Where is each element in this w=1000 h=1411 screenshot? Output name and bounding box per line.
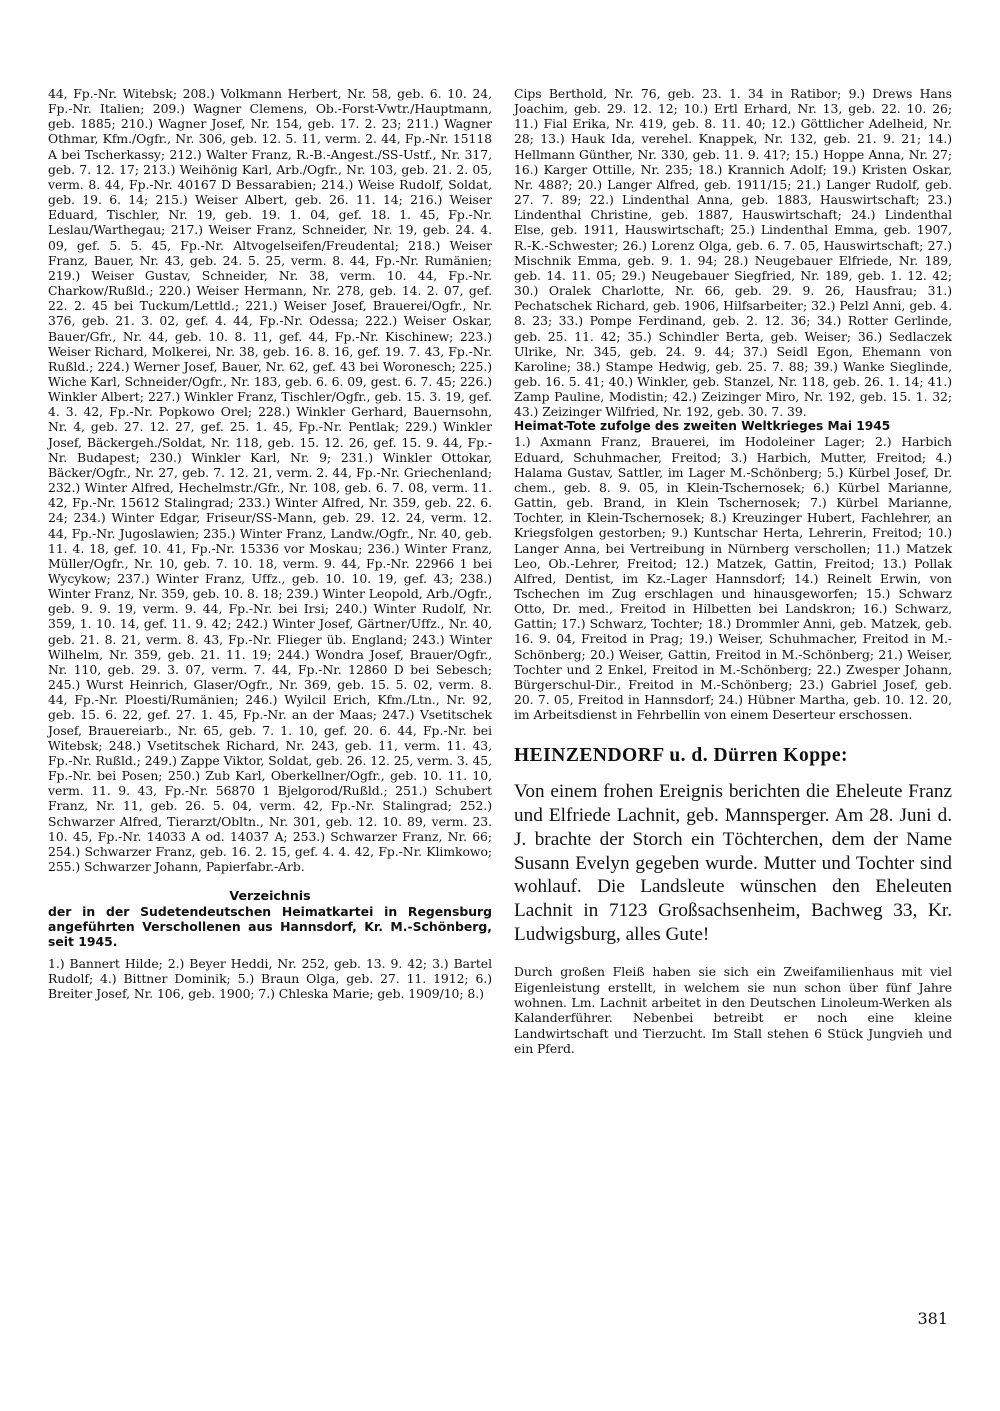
missing-persons-list: 44, Fp.-Nr. Witebsk; 208.) Volkmann Herbert, Nr. 58, geb. 6. 10. 24, Fp.-Nr. Italien; 209.) Wagner Clemens, Ob.-Forst-Vwtr./Hauptmann, geb. 1885; 210.) Wagner Josef, Nr. 154, geb. 17. 2. 23; 211.) Wagner Othmar, Kfm./Ogfr., Nr. 306, geb. 12. 5. 11, verm. 2. 44, Fp.-Nr. 15118 A bei Tscherkassy; 212.) Walter Franz, R.-B.-Angest./SS-Ustf., Nr. 317, geb. 7. 12. 17; 213.) Weihönig Karl, Arb./Ogfr., Nr. 103, geb. 21. 2. 05, verm. 8. 44, Fp.-Nr. 40167 D Bessarabien; 214.) Weise Rudolf, Soldat, geb. 19. 6. 14; 215.) Weiser Albert, geb. 26. 11. 14; 216.) Weiser Eduard, Tischler, Nr. 19, geb. 19. 1. 04, gef. 18. 1. 45, Fp.-Nr. Leslau/Warthegau; 217.) Weiser Franz, Schneider, Nr. 19, geb. 24. 4. 09, gef. 5. 5. 45, Fp.-Nr. Altvogelseifen/Freudental; 218.) Weiser Franz, Bauer, Nr. 43, geb. 24. 5. 25, verm. 8. 44, Fp.-Nr. Rumänien; 219.) Weiser Gustav, Schneider, Nr. 38, verm. 10. 44, Fp.-Nr. Charkow/Rußld.; 220.) Weiser Hermann, Nr. 278, geb. 14. 2. 07, gef. 22. 2. 45 bei Tuckum/Lettld.; 221.) Weiser Josef, Brauerei/Ogfr., Nr. 376, geb. 21. 3. 02, gef. 4. 44, Fp.-Nr. Odessa; 222.) Weiser Oskar, Bauer/Gfr., Nr. 44, geb. 10. 8. 11, gef. 44, Fp.-Nr. Kischinew; 223.) Weiser Richard, Molkerei, Nr. 38, geb. 16. 8. 16, gef. 19. 7. 43, Fp.-Nr. Rußld.; 224.) Werner Josef, Bauer, Nr. 62, gef. 43 bei Woronesch; 225.) Wiche Karl, Schneider/Ogfr., Nr. 183, geb. 6. 6. 09, gest. 6. 7. 45; 226.) Winkler Albert; 227.) Winkler Franz, Tischler/Ogfr., geb. 15. 3. 19, gef. 4. 3. 42, Fp.-Nr. Popkowo Orel; 228.) Winkler Gerhard, Bauernsohn, Nr. 4, geb. 27. 12. 27, gef. 25. 1. 45, Fp.-Nr. Pentlak; 229.) Winkler Josef, Bäckergeh./Soldat, Nr. 118, geb. 15. 12. 26, gef. 15. 9. 44, Fp.-Nr. Budapest; 230.) Winkler Karl, Nr. 9; 231.) Winkler Ottokar, Bäcker/Ogfr., Nr. 27, geb. 7. 12. 21, verm. 2. 44, Fp.-Nr. Griechenland; 232.) Winter Alfred, Hechelmstr./Gfr., Nr. 108, geb. 6. 7. 08, verm. 11. 42, Fp.-Nr. 15612 Stalingrad; 233.) Winter Alfred, Nr. 359, geb. 22. 6. 24; 234.) Winter Edgar, Friseur/SS-Mann, geb. 29. 12. 24, verm. 12. 44, Fp.-Nr. Jugoslawien; 235.) Winter Franz, Landw./Ogfr., Nr. 40, geb. 11. 4. 18, gef. 10. 41, Fp.-Nr. 15336 vor Moskau; 236.) Winter Franz, Müller/Ogfr., Nr. 10, geb. 7. 10. 18, verm. 9. 44, Fp.-Nr. 22966 1 bei Wycykow; 237.) Winter Franz, Uffz., geb. 10. 10. 19, gef. 43; 238.) Winter Franz, Nr. 359, geb. 10. 8. 18; 239.) Winter Leopold, Arb./Ogfr., geb. 9. 9. 19, verm. 9. 44, Fp.-Nr. bei Irsi; 240.) Winter Rudolf, Nr. 359, 1. 10. 14, gef. 11. 9. 42; 242.) Winter Josef, Gärtner/Uffz., Nr. 40, geb. 21. 8. 21, verm. 8. 43, Fp.-Nr. Flieger üb. England; 243.) Winter Wilhelm, Nr. 359, geb. 21. 11. 19; 244.) Wondra Josef, Brauer/Ogfr., Nr. 110, geb. 29. 3. 07, verm. 7. 44, Fp.-Nr. 12860 D bei Sebesch; 245.) Wurst Heinrich, Glaser/Ogfr., Nr. 369, geb. 15. 5. 02, verm. 8. 44, Fp.-Nr. Ploesti/Rumänien; 246.) Wyilcil Erich, Kfm./Ltn., Nr. 92, geb. 15. 6. 22, gef. 27. 1. 45, Fp.-Nr. an der Maas; 247.) Vsetitschek Josef, Brauereiarb., Nr. 65, geb. 7. 1. 10, gef. 20. 6. 44, Fp.-Nr. bei Witebsk; 248.) Vsetitschek Richard, Nr. 243, geb. 11, verm. 11. 43, Fp.-Nr. Rußld.; 249.) Zappe Viktor, Soldat, geb. 26. 12. 25, verm. 3. 45, Fp.-Nr. bei Posen; 250.) Zub Karl, Oberkellner/Ogfr., geb. 10. 11. 10, verm. 11. 9. 43, Fp.-Nr. 56870 1 Bjelgorod/Rußld.; 251.) Schubert Franz, Nr. 11, geb. 26. 5. 04, verm. 42, Fp.-Nr. Stalingrad; 252.) Schwarzer Alfred, Tierarzt/Obltn., Nr. 301, geb. 12. 10. 89, verm. 23. 10. 45, Fp.-Nr. 14033 A od. 14037 A; 253.) Schwarzer Franz, Nr. 66; 254.) Schwarzer Franz, geb. 16. 2. 15, gef. 4. 4. 42, Fp.-Nr. Klimkowo; 255.) Schwarzer Johann, Papierfabr.-Arb.: [48, 86, 492, 874]
verzeichnis-title: Verzeichnis: [229, 888, 311, 904]
verzeichnis-subtitle: der in der Sudetendeutschen Heimatkartei in Regensburg angeführten Verschollenen aus Hannsdorf, Kr. M.-Schönberg, seit 1945.: [48, 903, 492, 950]
page-number: 381: [917, 1309, 948, 1328]
right-column: [514, 86, 952, 1056]
verzeichnis-list: 1.) Bannert Hilde; 2.) Beyer Heddi, Nr. 252, geb. 13. 9. 42; 3.) Bartel Rudolf; 4.) Bittner Dominik; 5.) Braun Olga, geb. 27. 11. 1912; 6.) Breiter Josef, Nr. 106, geb. 1900; 7.) Chleska Marie; geb. 1909/10; 8.): [48, 955, 492, 1002]
birth-announcement: Von einem frohen Ereignis berichten die Eheleute Franz und Elfriede Lachnit, geb. Mannsperger. Am 28. Juni d. J. brachte der Storch ein Töchterchen, dem der Name Susann Evelyn gegeben wurde. Mutter und Tochter sind wohlauf. Die Landsleute wünschen den Eheleuten Lachnit in 7123 Großsachsenheim, Bachweg 33, Kr. Ludwigsburg, alles Gute!: [514, 781, 952, 945]
heimat-tote-list: 1.) Axmann Franz, Brauerei, im Hodoleiner Lager; 2.) Harbich Eduard, Schuhmacher, Freitod; 3.) Harbich, Mutter, Freitod; 4.) Halama Gustav, Sattler, im Lager M.-Schönberg; 5.) Kürbel Josef, Dr. chem., geb. 8. 9. 05, in Klein-Tschernosek; 6.) Kürbel Marianne, Gattin, geb. Brand, in Klein Tschernosek; 7.) Kürbel Marianne, Tochter, in Klein-Tschernosek; 8.) Kreuzinger Hubert, Fachlehrer, an Kriegsfolgen gestorben; 9.) Kuntschar Herta, Lehrerin, Freitod; 10.) Langer Anna, bei Vertreibung in Nürnberg verschollen; 11.) Matzek Leo, Ob.-Lehrer, Freitod; 12.) Matzek, Gattin, Freitod; 13.) Pollak Alfred, Dentist, im Kz.-Lager Hannsdorf; 14.) Reinelt Erwin, von Tschechen im Zug erschlagen und hinausgeworfen; 15.) Schwarz Otto, Dr. med., Freitod in Hilbetten bei Landskron; 16.) Schwarz, Gattin; 17.) Schwarz, Tochter; 18.) Drommler Anni, geb. Matzek, geb. 16. 9. 04, Freitod in Prag; 19.) Weiser, Schuhmacher, Freitod in M.-Schönberg; 20.) Weiser, Gattin, Freitod in M.-Schönberg; 21.) Weiser, Tochter und 2 Enkel, Freitod in M.-Schönberg; 22.) Zwesper Johann, Bürgerschul-Dir., Freitod in M.-Schönberg; 23.) Gabriel Josef, geb. 20. 7. 05, Freitod in Hannsdorf; 24.) Hübner Martha, geb. 10. 12. 20, im Arbeitsdienst in Fehrbellin von einem Deserteur erschossen.: [514, 434, 952, 723]
section-heading: HEINZENDORF u. d. Dürren Koppe:: [514, 745, 849, 767]
left-column: [48, 86, 492, 1001]
verzeichnis-list-continued: Cips Berthold, Nr. 76, geb. 23. 1. 34 in Ratibor; 9.) Drews Hans Joachim, geb. 29. 12. 12; 10.) Ertl Erhard, Nr. 13, geb. 22. 10. 26; 11.) Fial Erika, Nr. 419, geb. 8. 11. 40; 12.) Göttlicher Adelheid, Nr. 28; 13.) Hauk Ida, verehel. Knappek, Nr. 132, geb. 21. 9. 21; 14.) Hellmann Günther, Nr. 330, geb. 11. 9. 41?; 15.) Hoppe Anna, Nr. 27; 16.) Karger Ottille, Nr. 235; 18.) Krannich Adolf; 19.) Kristen Oskar, Nr. 488?; 20.) Langer Alfred, geb. 1911/15; 21.) Langer Rudolf, geb. 27. 7. 89; 22.) Lindenthal Anna, geb. 1883, Hauswirtschaft; 23.) Lindenthal Christine, geb. 1887, Hauswirtschaft; 24.) Lindenthal Else, geb. 1911, Hauswirtschaft; 25.) Lindenthal Emma, geb. 1907, R.-K.-Schwester; 26.) Lorenz Olga, geb. 6. 7. 05, Hauswirtschaft; 27.) Mischnik Emma, geb. 9. 1. 94; 28.) Neugebauer Elfriede, Nr. 189, geb. 14. 11. 05; 29.) Neugebauer Siegfried, Nr. 189, geb. 1. 12. 42; 30.) Oralek Charlotte, Nr. 66, geb. 29. 9. 26, Hausfrau; 31.) Pechatschek Richard, geb. 1906, Hilfsarbeiter; 32.) Pelzl Anni, geb. 4. 8. 23; 33.) Pompe Ferdinand, geb. 2. 12. 36; 34.) Rotter Gerlinde, geb. 25. 11. 42; 35.) Schindler Berta, geb. Weiser; 36.) Sedlaczek Ulrike, Nr. 345, geb. 24. 9. 44; 37.) Seidl Egon, Ehemann von Karoline; 38.) Stampe Hedwig, geb. 25. 7. 88; 39.) Wanke Sieglinde, geb. 16. 5. 41; 40.) Winkler, geb. Stanzel, Nr. 118, geb. 26. 1. 14; 41.) Zamp Pauline, Modistin; 42.) Zeizinger Miro, Nr. 192, geb. 15. 1. 32; 43.) Zeizinger Wilfried, Nr. 192, geb. 30. 7. 39.: [514, 86, 952, 420]
spacer: [48, 874, 492, 888]
heimat-tote-title: Heimat-Tote zufolge des zweiten Weltkrieges Mai 1945: [514, 419, 891, 434]
house-note: Durch großen Fleiß haben sie sich ein Zweifamilienhaus mit viel Eigenleistung erstellt, in welchem sie nun schon über fünf Jahre wohnen. Lm. Lachnit arbeitet in den Deutschen Linoleum-Werken als Kalanderführer. Nebenbei betreibt er noch eine kleine Landwirtschaft und Tierzucht. Im Stall stehen 6 Stück Jungvieh und ein Pferd.: [514, 964, 952, 1056]
